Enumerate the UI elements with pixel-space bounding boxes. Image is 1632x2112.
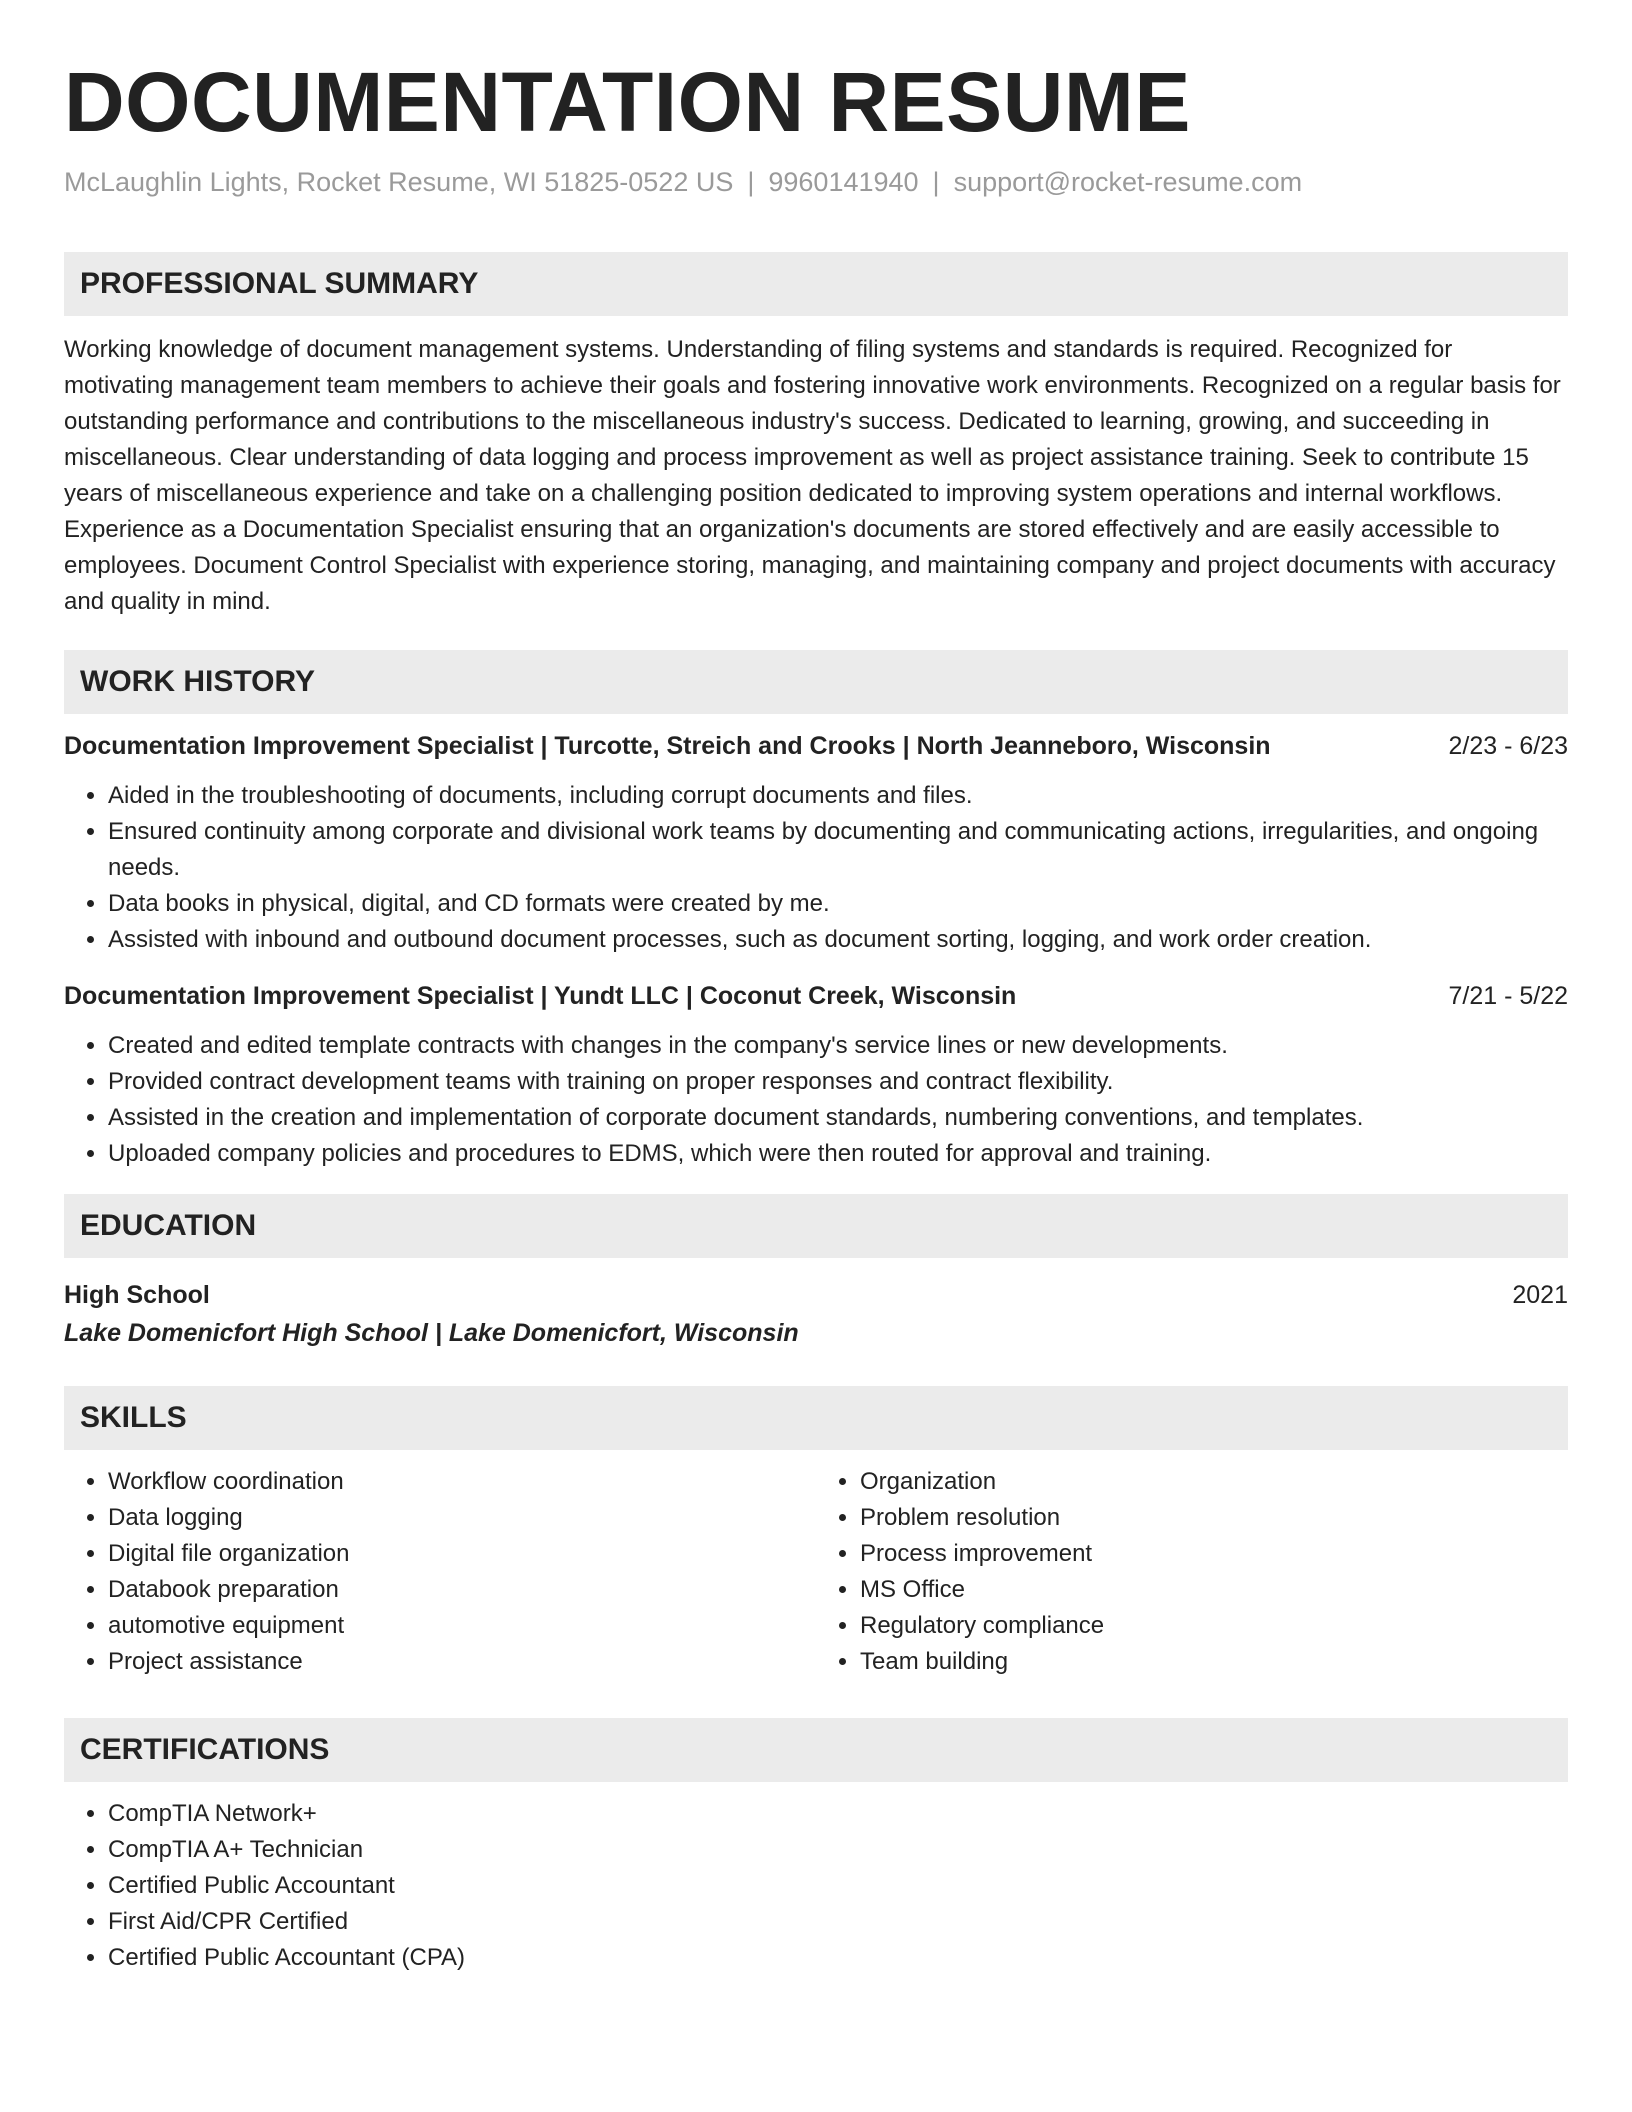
education-degree: High School: [64, 1281, 210, 1309]
section-header-certifications: CERTIFICATIONS: [64, 1718, 1568, 1782]
contact-phone: 9960141940: [768, 167, 919, 197]
list-item: • Assisted in the creation and implementation of corporate document standards, numbering conventions, and templates.: [108, 1100, 1568, 1136]
list-item: • CompTIA A+ Technician: [108, 1832, 1568, 1868]
list-item: • Organization: [860, 1464, 1568, 1500]
list-item: • First Aid/CPR Certified: [108, 1904, 1568, 1940]
job-heading: [64, 728, 1568, 764]
list-item: • Workflow coordination: [108, 1464, 816, 1500]
section-header-skills: SKILLS: [64, 1386, 1568, 1450]
job-dates: 2/23 - 6/23: [1448, 732, 1568, 760]
list-item: • automotive equipment: [108, 1608, 816, 1644]
list-item: • Process improvement: [860, 1536, 1568, 1572]
job-dates: 7/21 - 5/22: [1448, 982, 1568, 1010]
job-title: Documentation Improvement Specialist | Yundt LLC | Coconut Creek, Wisconsin: [64, 982, 1017, 1010]
list-item: • Provided contract development teams with training on proper responses and contract flexibility.: [108, 1064, 1568, 1100]
section-header-work-history: WORK HISTORY: [64, 650, 1568, 714]
job-bullets: [64, 1028, 1568, 1172]
resume-title: DOCUMENTATION RESUME: [64, 55, 1191, 149]
skills-column-left: [64, 1464, 816, 1680]
job-title: Documentation Improvement Specialist | Turcotte, Streich and Crooks | North Jeanneboro, Wisconsin: [64, 732, 1271, 760]
list-item: • Aided in the troubleshooting of documents, including corrupt documents and files.: [108, 778, 1568, 814]
section-header-summary: PROFESSIONAL SUMMARY: [64, 252, 1568, 316]
contact-separator: |: [932, 167, 940, 197]
certifications-list: [64, 1796, 1568, 1976]
job-bullets: [64, 778, 1568, 958]
list-item: • Databook preparation: [108, 1572, 816, 1608]
list-item: • MS Office: [860, 1572, 1568, 1608]
list-item: • Created and edited template contracts with changes in the company's service lines or new developments.: [108, 1028, 1568, 1064]
list-item: • CompTIA Network+: [108, 1796, 1568, 1832]
contact-line: [64, 164, 1568, 200]
contact-address: McLaughlin Lights, Rocket Resume, WI 51825-0522 US: [64, 167, 734, 197]
list-item: • Project assistance: [108, 1644, 816, 1680]
contact-separator: |: [747, 167, 755, 197]
skills-column-right: [816, 1464, 1568, 1680]
summary-text: Working knowledge of document management systems. Understanding of filing systems and standards is required. Recognized for motivating management team members to achieve their goals and fostering innovative work environments. Recognized on a regular basis for outstanding performance and contributions to the miscellaneous industry's success. Dedicated to learning, growing, and succeeding in miscellaneous. Clear understanding of data logging and process improvement as well as project assistance training. Seek to contribute 15 years of miscellaneous experience and take on a challenging position dedicated to improving system operations and internal workflows. Experience as a Documentation Specialist ensuring that an organization's documents are stored effectively and are easily accessible to employees. Document Control Specialist with experience storing, managing, and maintaining company and project documents with accuracy and quality in mind.: [64, 336, 1561, 615]
job-heading: [64, 978, 1568, 1014]
list-item: • Team building: [860, 1644, 1568, 1680]
list-item: • Data logging: [108, 1500, 816, 1536]
education-year: 2021: [1512, 1281, 1568, 1309]
list-item: • Problem resolution: [860, 1500, 1568, 1536]
skills-grid: [64, 1464, 1568, 1680]
list-item: • Assisted with inbound and outbound document processes, such as document sorting, logging, and work order creation.: [108, 922, 1568, 958]
list-item: • Certified Public Accountant (CPA): [108, 1940, 1568, 1976]
contact-email: support@rocket-resume.com: [953, 167, 1303, 197]
list-item: • Ensured continuity among corporate and divisional work teams by documenting and communicating actions, irregularities, and ongoing needs.: [108, 814, 1568, 886]
list-item: • Certified Public Accountant: [108, 1868, 1568, 1904]
section-header-education: EDUCATION: [64, 1194, 1568, 1258]
education-row: [64, 1276, 1568, 1314]
list-item: • Data books in physical, digital, and CD formats were created by me.: [108, 886, 1568, 922]
list-item: • Regulatory compliance: [860, 1608, 1568, 1644]
education-school: Lake Domenicfort High School | Lake Domenicfort, Wisconsin: [64, 1319, 799, 1347]
list-item: • Digital file organization: [108, 1536, 816, 1572]
list-item: • Uploaded company policies and procedures to EDMS, which were then routed for approval and training.: [108, 1136, 1568, 1172]
